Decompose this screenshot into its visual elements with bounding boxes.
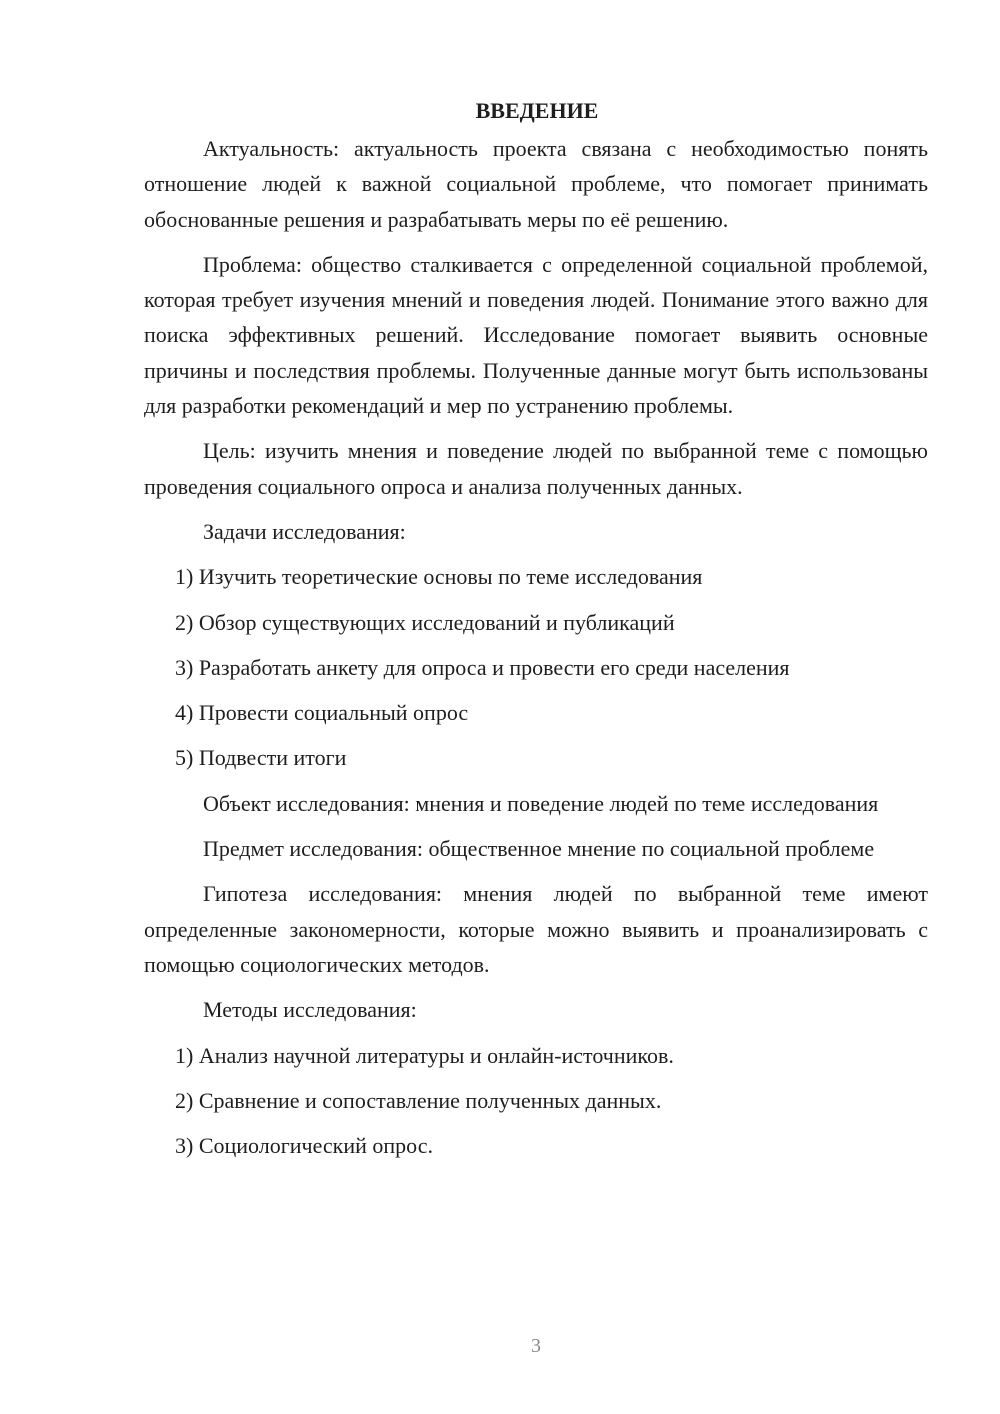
- method-item: 1) Анализ научной литературы и онлайн-источников.: [175, 1042, 674, 1068]
- object-paragraph: Объект исследования: мнения и поведение людей по теме исследования: [203, 790, 879, 816]
- tasks-heading: Задачи исследования:: [203, 518, 406, 544]
- tasks-list: [144, 559, 928, 775]
- subject-paragraph: Предмет исследования: общественное мнение по социальной проблеме: [203, 836, 875, 862]
- page-number: 3: [531, 1335, 541, 1357]
- relevance-paragraph: Актуальность: актуальность проекта связана с необходимостью понять отношение людей к важной социальной проблеме, что помогает принимать обоснованные решения и разрабатывать меры по её решению.: [144, 136, 928, 232]
- task-item: 4) Провести социальный опрос: [175, 700, 469, 726]
- goal-paragraph: Цель: изучить мнения и поведение людей по выбранной теме с помощью проведения социального опроса и анализа полученных данных.: [144, 438, 928, 499]
- methods-list: [144, 1038, 928, 1164]
- problem-paragraph: Проблема: общество сталкивается с определенной социальной проблемой, которая требует изучения мнений и поведения людей. Понимание этого важно для поиска эффективных решений. Исследование помогает выявить основные причины и последствия проблемы. Полученные данные могут быть использованы для разработки рекомендаций и мер по устранению проблемы.: [144, 251, 928, 419]
- task-item: 5) Подвести итоги: [175, 745, 347, 771]
- task-item: 3) Разработать анкету для опроса и провести его среди населения: [175, 654, 790, 680]
- method-item: 3) Социологический опрос.: [175, 1133, 433, 1159]
- task-item: 2) Обзор существующих исследований и публикаций: [175, 609, 675, 635]
- methods-heading: Методы исследования:: [203, 997, 417, 1023]
- task-item: 1) Изучить теоретические основы по теме исследования: [175, 564, 703, 590]
- page-content: [144, 98, 928, 1163]
- hypothesis-paragraph: Гипотеза исследования: мнения людей по выбранной теме имеют определенные закономерности, которые можно выявить и проанализировать с помощью социологических методов.: [144, 881, 928, 977]
- page-title: ВВЕДЕНИЕ: [475, 98, 599, 123]
- method-item: 2) Сравнение и сопоставление полученных данных.: [175, 1087, 662, 1113]
